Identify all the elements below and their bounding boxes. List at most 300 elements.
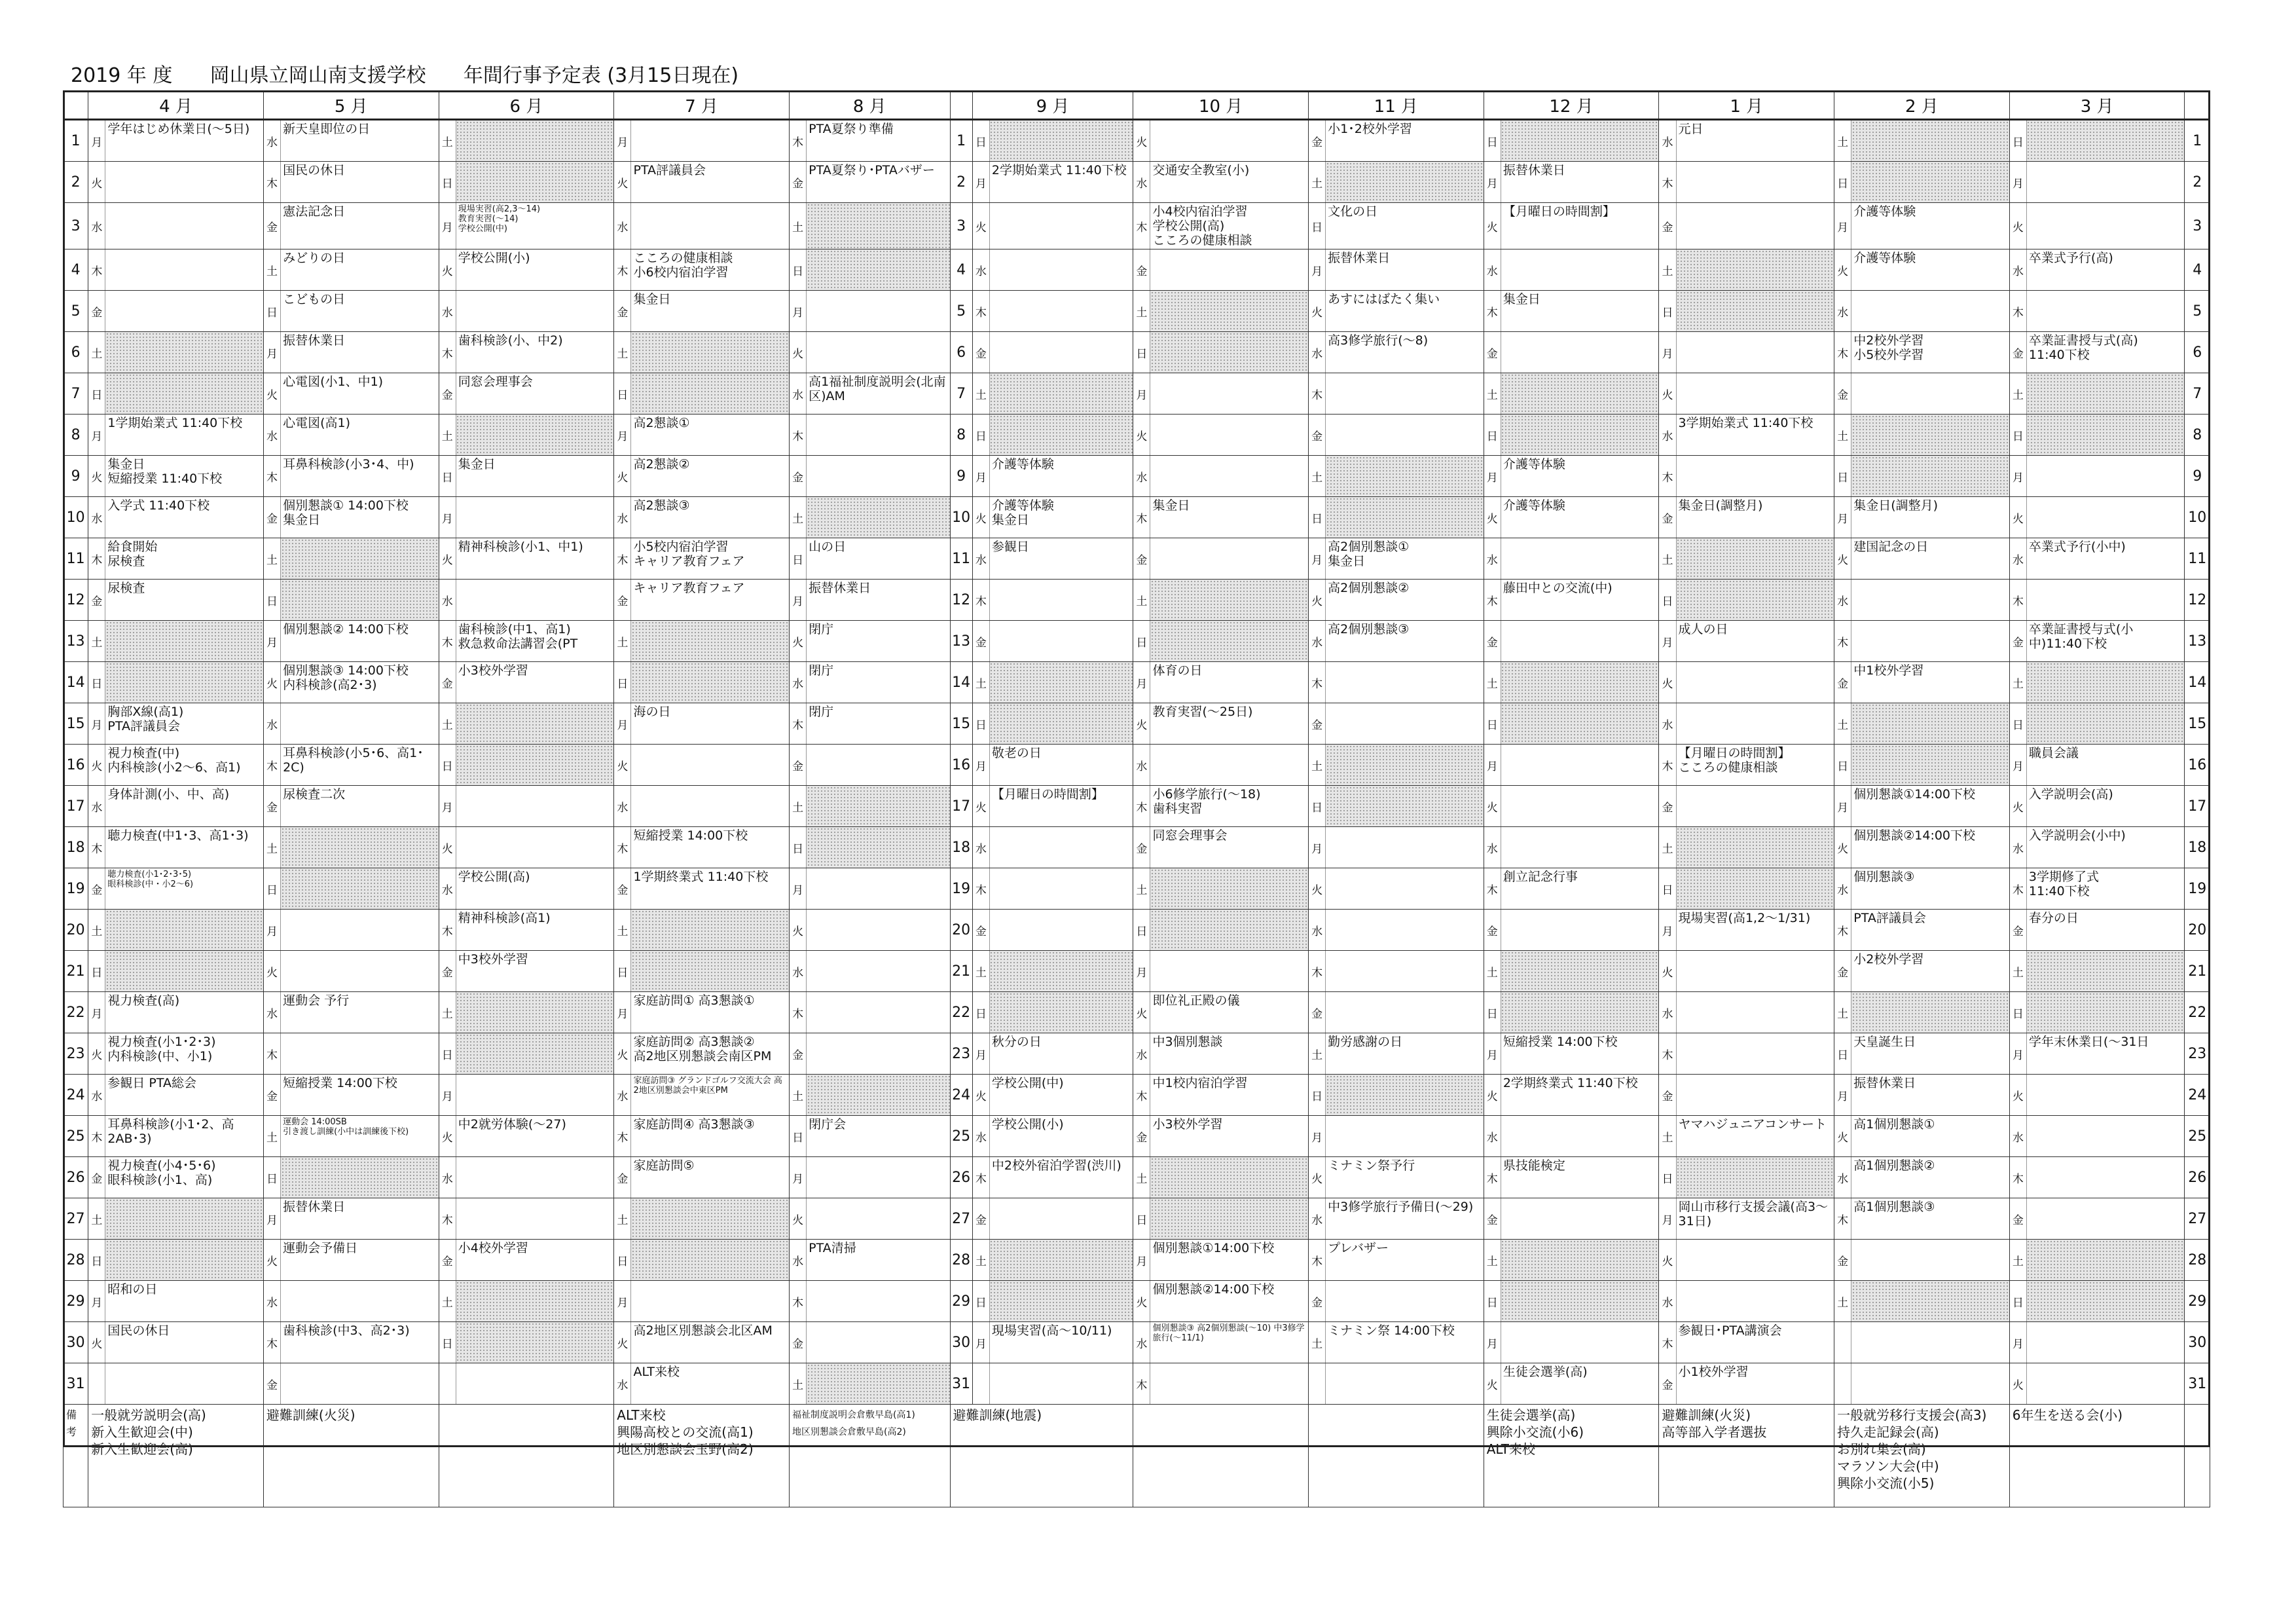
weekday-cell: 火: [1659, 373, 1676, 415]
month-header-2: 5 月: [263, 91, 439, 120]
weekday-cell: 水: [439, 580, 456, 621]
event-cell: 介護等体験: [989, 456, 1133, 497]
day-number-mid: 5: [950, 291, 972, 332]
event-cell: [1676, 786, 1834, 827]
event-cell: 視力検査(小1･2･3) 内科検診(中、小1): [105, 1033, 264, 1075]
notes-cell: [1133, 1405, 1309, 1507]
weekday-cell: 火: [1484, 1075, 1501, 1116]
event-cell: 学校公開(中): [989, 1075, 1133, 1116]
event-cell: [1676, 249, 1834, 291]
event-cell: [631, 951, 790, 992]
day-number-mid: 27: [950, 1198, 972, 1240]
event-cell: 同窓会理事会: [1150, 827, 1309, 868]
weekday-cell: 火: [1133, 703, 1150, 745]
event-cell: 給食開始 尿検査: [105, 538, 264, 580]
event-cell: [281, 868, 439, 910]
weekday-cell: 火: [2009, 203, 2026, 249]
event-cell: [807, 1157, 950, 1198]
month-header-5: 8 月: [789, 91, 950, 120]
day-row: [64, 1033, 2210, 1075]
event-cell: [1501, 1198, 1659, 1240]
event-cell: [1150, 951, 1309, 992]
notes-cell: 避難訓練(火災) 高等部入学者選抜: [1659, 1405, 1834, 1507]
event-cell: [456, 120, 614, 162]
weekday-cell: 月: [614, 120, 631, 162]
weekday-cell: 日: [1133, 910, 1150, 951]
weekday-cell: 水: [2009, 1116, 2026, 1157]
day-number: 24: [64, 1075, 88, 1116]
event-cell: 高1個別懇談①: [1851, 1116, 2010, 1157]
day-number-mid: 15: [950, 703, 972, 745]
event-cell: [1326, 992, 1484, 1033]
event-cell: 小4校内宿泊学習 学校公開(高) こころの健康相談: [1150, 203, 1309, 249]
weekday-cell: 火: [789, 1198, 806, 1240]
month-header-7: 10 月: [1133, 91, 1309, 120]
event-cell: 高2地区別懇談会北区AM: [631, 1322, 790, 1363]
day-number-right: 24: [2185, 1075, 2210, 1116]
day-number-mid: 21: [950, 951, 972, 992]
event-cell: 集金日: [1501, 291, 1659, 332]
event-cell: [2026, 120, 2185, 162]
event-cell: [1851, 373, 2010, 415]
weekday-cell: 木: [1659, 1033, 1676, 1075]
month-header-9: 12 月: [1484, 91, 1659, 120]
weekday-cell: 水: [972, 827, 989, 868]
weekday-cell: 日: [263, 291, 280, 332]
event-cell: 振替休業日: [807, 580, 950, 621]
weekday-cell: 金: [1133, 827, 1150, 868]
event-cell: [1851, 621, 2010, 662]
event-cell: [1150, 1157, 1309, 1198]
event-cell: [989, 1363, 1133, 1405]
weekday-cell: 土: [439, 415, 456, 456]
event-cell: [807, 786, 950, 827]
weekday-cell: 水: [88, 1075, 105, 1116]
weekday-cell: 日: [789, 538, 806, 580]
day-number-mid: 25: [950, 1116, 972, 1157]
day-number-right: 2: [2185, 162, 2210, 203]
weekday-cell: 土: [2009, 662, 2026, 703]
day-number: 15: [64, 703, 88, 745]
event-cell: [1851, 291, 2010, 332]
event-cell: PTA夏祭り準備: [807, 120, 950, 162]
event-cell: [456, 162, 614, 203]
event-cell: [807, 1363, 950, 1405]
event-cell: [456, 1075, 614, 1116]
event-cell: [807, 332, 950, 373]
weekday-cell: 土: [439, 992, 456, 1033]
weekday-cell: 土: [614, 621, 631, 662]
weekday-cell: 土: [1308, 456, 1325, 497]
day-row: [64, 1363, 2210, 1405]
weekday-cell: [972, 1363, 989, 1405]
weekday-cell: 火: [439, 538, 456, 580]
day-number-right: 30: [2185, 1322, 2210, 1363]
day-row: [64, 1240, 2210, 1281]
event-cell: 小3校外学習: [456, 662, 614, 703]
header-corner: [64, 91, 88, 120]
event-cell: 高2懇談③: [631, 497, 790, 538]
day-number-right: 9: [2185, 456, 2210, 497]
weekday-cell: 土: [1484, 662, 1501, 703]
event-cell: [1150, 291, 1309, 332]
event-cell: ミナミン祭 14:00下校: [1326, 1322, 1484, 1363]
weekday-cell: 火: [1133, 1281, 1150, 1322]
weekday-cell: 金: [972, 1198, 989, 1240]
event-cell: [1501, 621, 1659, 662]
event-cell: 卒業証書授与式(高) 11:40下校: [2026, 332, 2185, 373]
day-number-mid: 16: [950, 745, 972, 786]
weekday-cell: 土: [1308, 745, 1325, 786]
weekday-cell: 日: [1484, 415, 1501, 456]
event-cell: [1851, 1363, 2010, 1405]
weekday-cell: 日: [1834, 745, 1851, 786]
weekday-cell: 土: [1133, 1157, 1150, 1198]
weekday-cell: [1834, 1322, 1851, 1363]
weekday-cell: 土: [1308, 1033, 1325, 1075]
weekday-cell: 水: [439, 1157, 456, 1198]
weekday-cell: 火: [1308, 580, 1325, 621]
weekday-cell: 火: [614, 745, 631, 786]
event-cell: 現場実習(高2,3～14) 教育実習(～14) 学校公開(中): [456, 203, 614, 249]
weekday-cell: 月: [2009, 1033, 2026, 1075]
event-cell: [1326, 786, 1484, 827]
notes-label: 備考: [64, 1405, 88, 1507]
weekday-cell: 木: [1308, 1240, 1325, 1281]
weekday-cell: 木: [1659, 162, 1676, 203]
day-number: 21: [64, 951, 88, 992]
weekday-cell: 水: [789, 662, 806, 703]
event-cell: [631, 1240, 790, 1281]
weekday-cell: 日: [1133, 621, 1150, 662]
weekday-cell: 土: [439, 1281, 456, 1322]
month-header-1: 4 月: [88, 91, 264, 120]
event-cell: 小2校外学習: [1851, 951, 2010, 992]
weekday-cell: 土: [789, 203, 806, 249]
weekday-cell: 火: [88, 745, 105, 786]
weekday-cell: [439, 1363, 456, 1405]
weekday-cell: 木: [439, 621, 456, 662]
day-number-mid: 23: [950, 1033, 972, 1075]
event-cell: 振替休業日: [1501, 162, 1659, 203]
event-cell: [989, 249, 1133, 291]
event-cell: 生徒会選挙(高): [1501, 1363, 1659, 1405]
weekday-cell: 水: [1484, 1116, 1501, 1157]
event-cell: [2026, 1075, 2185, 1116]
weekday-cell: 金: [1308, 703, 1325, 745]
weekday-cell: 水: [1484, 538, 1501, 580]
event-cell: [1150, 373, 1309, 415]
event-cell: 1学期終業式 11:40下校: [631, 868, 790, 910]
weekday-cell: 水: [1659, 120, 1676, 162]
day-number-right: 16: [2185, 745, 2210, 786]
event-cell: 教育実習(～25日): [1150, 703, 1309, 745]
weekday-cell: 月: [263, 332, 280, 373]
weekday-cell: 日: [88, 373, 105, 415]
weekday-cell: 月: [1308, 827, 1325, 868]
event-cell: 国民の休日: [105, 1322, 264, 1363]
event-cell: 3学期修了式 11:40下校: [2026, 868, 2185, 910]
weekday-cell: 日: [439, 1033, 456, 1075]
weekday-cell: 金: [88, 1157, 105, 1198]
weekday-cell: 日: [1659, 291, 1676, 332]
weekday-cell: 土: [263, 827, 280, 868]
event-cell: 耳鼻科検診(小1･2、高2AB･3): [105, 1116, 264, 1157]
weekday-cell: 月: [263, 621, 280, 662]
weekday-cell: 月: [789, 291, 806, 332]
weekday-cell: 火: [614, 1322, 631, 1363]
weekday-cell: 日: [1308, 497, 1325, 538]
event-cell: 耳鼻科検診(小3･4、中): [281, 456, 439, 497]
day-number-right: 14: [2185, 662, 2210, 703]
day-row: [64, 621, 2210, 662]
weekday-cell: 土: [1834, 992, 1851, 1033]
day-number-right: 6: [2185, 332, 2210, 373]
weekday-cell: 金: [439, 951, 456, 992]
event-cell: [456, 786, 614, 827]
event-cell: [1501, 951, 1659, 992]
weekday-cell: 火: [1659, 951, 1676, 992]
event-cell: 視力検査(中) 内科検診(小2～6、高1): [105, 745, 264, 786]
weekday-cell: 火: [1659, 662, 1676, 703]
event-cell: [281, 1033, 439, 1075]
event-cell: [105, 291, 264, 332]
weekday-cell: 火: [972, 203, 989, 249]
event-cell: [1326, 910, 1484, 951]
weekday-cell: 水: [614, 1075, 631, 1116]
event-cell: [456, 1281, 614, 1322]
day-number-mid: 17: [950, 786, 972, 827]
weekday-cell: 火: [88, 456, 105, 497]
event-cell: [1326, 497, 1484, 538]
weekday-cell: 月: [972, 1322, 989, 1363]
weekday-cell: 月: [263, 1198, 280, 1240]
weekday-cell: 土: [88, 621, 105, 662]
day-number-right: 18: [2185, 827, 2210, 868]
event-cell: [1676, 332, 1834, 373]
weekday-cell: 日: [1834, 1033, 1851, 1075]
weekday-cell: 土: [789, 497, 806, 538]
header-corner-right: [2185, 91, 2210, 120]
event-cell: 現場実習(高1,2～1/31): [1676, 910, 1834, 951]
event-cell: [281, 538, 439, 580]
day-number-mid: 28: [950, 1240, 972, 1281]
event-cell: [631, 332, 790, 373]
weekday-cell: 木: [1133, 1363, 1150, 1405]
weekday-cell: 金: [614, 868, 631, 910]
month-header-4: 7 月: [614, 91, 790, 120]
day-row: [64, 373, 2210, 415]
day-number: 25: [64, 1116, 88, 1157]
event-cell: 介護等体験: [1851, 249, 2010, 291]
weekday-cell: 火: [1133, 415, 1150, 456]
weekday-cell: 月: [439, 203, 456, 249]
day-number-mid: 30: [950, 1322, 972, 1363]
event-cell: [1501, 662, 1659, 703]
event-cell: 学校公開(小): [989, 1116, 1133, 1157]
notes-cell: 福祉制度説明会倉敷早島(高1) 地区別懇談会倉敷早島(高2): [789, 1405, 950, 1507]
weekday-cell: 土: [1484, 1240, 1501, 1281]
event-cell: 参観日 PTA総会: [105, 1075, 264, 1116]
day-number: 29: [64, 1281, 88, 1322]
day-row: [64, 868, 2210, 910]
weekday-cell: 水: [1133, 456, 1150, 497]
event-cell: 個別懇談② 14:00下校: [281, 621, 439, 662]
event-cell: [807, 291, 950, 332]
weekday-cell: 日: [2009, 415, 2026, 456]
event-cell: PTA夏祭り･PTAバザー: [807, 162, 950, 203]
event-cell: [1150, 745, 1309, 786]
event-cell: 入学式 11:40下校: [105, 497, 264, 538]
event-cell: 勤労感謝の日: [1326, 1033, 1484, 1075]
event-cell: 個別懇談②14:00下校: [1150, 1281, 1309, 1322]
weekday-cell: 火: [789, 910, 806, 951]
event-cell: [281, 951, 439, 992]
weekday-cell: 火: [2009, 786, 2026, 827]
weekday-cell: 日: [1484, 1281, 1501, 1322]
weekday-cell: 水: [1834, 868, 1851, 910]
weekday-cell: 金: [1133, 1116, 1150, 1157]
event-cell: [2026, 373, 2185, 415]
event-cell: [105, 1363, 264, 1405]
event-cell: 介護等体験 集金日: [989, 497, 1133, 538]
event-cell: [989, 120, 1133, 162]
event-cell: [1501, 1281, 1659, 1322]
event-cell: 小4校外学習: [456, 1240, 614, 1281]
event-cell: [1851, 456, 2010, 497]
weekday-cell: 木: [789, 992, 806, 1033]
day-number-mid: 20: [950, 910, 972, 951]
day-number: 17: [64, 786, 88, 827]
event-cell: [1851, 1281, 2010, 1322]
day-number-right: 10: [2185, 497, 2210, 538]
event-cell: [1501, 827, 1659, 868]
event-cell: [1150, 332, 1309, 373]
weekday-cell: 金: [1659, 497, 1676, 538]
event-cell: 【月曜日の時間割】: [989, 786, 1133, 827]
event-cell: 短縮授業 14:00下校: [1501, 1033, 1659, 1075]
weekday-cell: 水: [1484, 249, 1501, 291]
event-cell: [807, 456, 950, 497]
event-cell: [281, 827, 439, 868]
event-cell: 振替休業日: [281, 1198, 439, 1240]
weekday-cell: 月: [2009, 745, 2026, 786]
weekday-cell: 火: [263, 373, 280, 415]
weekday-cell: 月: [789, 580, 806, 621]
event-cell: 憲法記念日: [281, 203, 439, 249]
event-cell: [807, 951, 950, 992]
weekday-cell: 火: [1308, 291, 1325, 332]
event-cell: 2学期始業式 11:40下校: [989, 162, 1133, 203]
event-cell: 介護等体験: [1501, 497, 1659, 538]
weekday-cell: 木: [1308, 662, 1325, 703]
event-cell: 精神科検診(小1、中1): [456, 538, 614, 580]
weekday-cell: 土: [88, 1198, 105, 1240]
weekday-cell: 月: [972, 162, 989, 203]
event-cell: 文化の日: [1326, 203, 1484, 249]
event-cell: [631, 621, 790, 662]
event-cell: [631, 786, 790, 827]
event-cell: 集金日: [456, 456, 614, 497]
event-cell: 小1校外学習: [1676, 1363, 1834, 1405]
event-cell: 介護等体験: [1851, 203, 2010, 249]
event-cell: [1150, 621, 1309, 662]
weekday-cell: 金: [1659, 786, 1676, 827]
weekday-cell: 土: [614, 1198, 631, 1240]
day-row: [64, 580, 2210, 621]
weekday-cell: 金: [789, 456, 806, 497]
day-number-right: 27: [2185, 1198, 2210, 1240]
event-cell: 学校公開(小): [456, 249, 614, 291]
weekday-cell: 日: [439, 745, 456, 786]
weekday-cell: 金: [789, 162, 806, 203]
weekday-cell: 土: [1834, 415, 1851, 456]
weekday-cell: 木: [1834, 621, 1851, 662]
weekday-cell: 土: [2009, 373, 2026, 415]
weekday-cell: 木: [2009, 291, 2026, 332]
notes-row: [64, 1405, 2210, 1507]
event-cell: [2026, 1322, 2185, 1363]
weekday-cell: 水: [789, 1240, 806, 1281]
event-cell: 個別懇談③ 高2個別懇談(～10) 中3修学旅行(～11/1): [1150, 1322, 1309, 1363]
weekday-cell: 土: [789, 1075, 806, 1116]
day-number: 7: [64, 373, 88, 415]
event-cell: [1676, 827, 1834, 868]
event-cell: [1851, 162, 2010, 203]
event-cell: [2026, 1198, 2185, 1240]
weekday-cell: 木: [1659, 1322, 1676, 1363]
day-number: 3: [64, 203, 88, 249]
weekday-cell: 金: [263, 203, 280, 249]
weekday-cell: 火: [614, 456, 631, 497]
day-number-right: 5: [2185, 291, 2210, 332]
event-cell: [1326, 745, 1484, 786]
weekday-cell: 月: [1484, 1322, 1501, 1363]
weekday-cell: 日: [1834, 456, 1851, 497]
weekday-cell: 木: [972, 1157, 989, 1198]
schedule-title: 年間行事予定表 (3月15日現在): [463, 64, 739, 87]
weekday-cell: 水: [88, 786, 105, 827]
weekday-cell: 金: [1834, 373, 1851, 415]
event-cell: 新天皇即位の日: [281, 120, 439, 162]
event-cell: ミナミン祭予行: [1326, 1157, 1484, 1198]
weekday-cell: 土: [1834, 703, 1851, 745]
weekday-cell: 木: [263, 1322, 280, 1363]
event-cell: [631, 373, 790, 415]
weekday-cell: 木: [88, 538, 105, 580]
weekday-cell: 日: [972, 415, 989, 456]
weekday-cell: 金: [263, 786, 280, 827]
event-cell: [989, 827, 1133, 868]
weekday-cell: 月: [439, 786, 456, 827]
event-cell: PTA清掃: [807, 1240, 950, 1281]
day-number: 2: [64, 162, 88, 203]
event-cell: 個別懇談① 14:00下校 集金日: [281, 497, 439, 538]
event-cell: 身体計測(小、中、高): [105, 786, 264, 827]
weekday-cell: 月: [1659, 621, 1676, 662]
weekday-cell: 土: [439, 120, 456, 162]
day-row: [64, 291, 2210, 332]
weekday-cell: 木: [972, 580, 989, 621]
event-cell: [807, 992, 950, 1033]
event-cell: キャリア教育フェア: [631, 580, 790, 621]
weekday-cell: 月: [972, 745, 989, 786]
weekday-cell: 日: [88, 662, 105, 703]
event-cell: 耳鼻科検診(小5･6、高1･2C): [281, 745, 439, 786]
weekday-cell: 月: [88, 992, 105, 1033]
event-cell: [1150, 120, 1309, 162]
event-cell: 個別懇談③: [1851, 868, 2010, 910]
